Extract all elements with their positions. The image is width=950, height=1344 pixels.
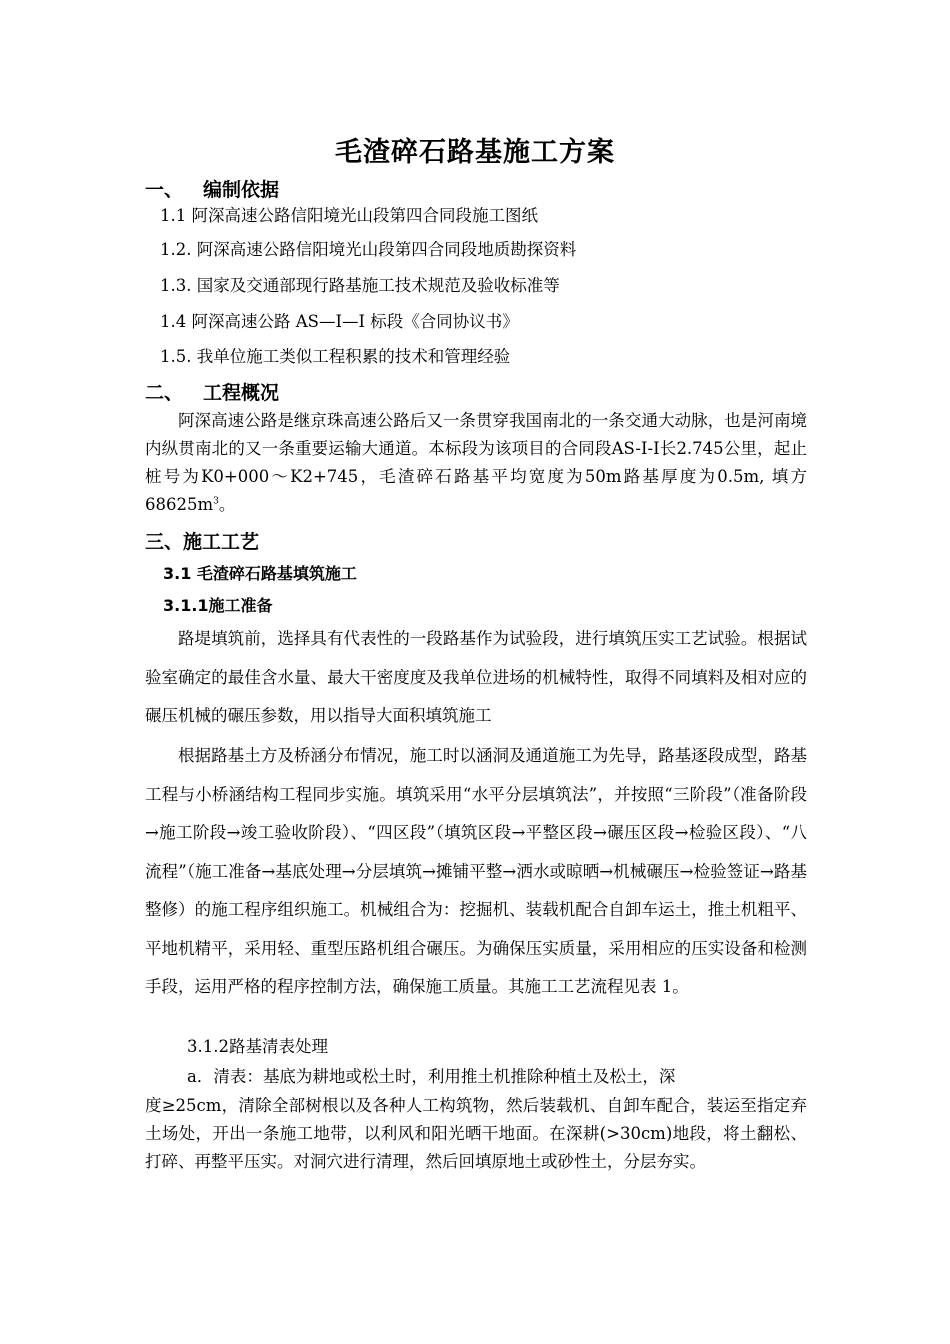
overview-text-end: 。 <box>218 495 236 514</box>
clearing-paragraph-first-line: a．清表：基底为耕地或松土时，利用推土机推除种植土及松土，深 <box>187 1067 676 1086</box>
subsection-heading-3-1: 3.1 毛渣碎石路基填筑施工 <box>163 564 357 583</box>
list-item: 1.5. 我单位施工类似工程积累的技术和管理经验 <box>160 347 511 366</box>
clearing-paragraph: 度≥25cm，清除全部树根以及各种人工构筑物，然后装载机、自卸车配合，装运至指定弃土场处，开出一条施工地带，以利风和阳光晒干地面。在深耕(>30cm)地段，将土翻松、打碎、再整平压实。对洞穴进行清理，然后回填原地土或砂性土，分层夯实。 <box>145 1096 807 1171</box>
superscript-exponent: 3 <box>213 496 219 507</box>
list-item: 1.1 阿深高速公路信阳境光山段第四合同段施工图纸 <box>160 206 538 225</box>
process-paragraph: 根据路基土方及桥涵分布情况，施工时以涵洞及通道施工为先导，路基逐段成型，路基工程与小桥涵结构工程同步实施。填筑采用“水平分层填筑法”，并按照“三阶段”（准备阶段→施工阶段→竣工验收阶段）、“四区段”（填筑区段→平整区段→碾压区段→检验区段）、“八流程”（施工准备→基底处理→分层填筑→摊铺平整→洒水或晾晒→机械碾压→检验签证→路基整修）的施工程序组织施工。机械组合为：挖掘机、装载机配合自卸车运土，推土机粗平、平地机精平，采用轻、重型压路机组合碾压。为确保压实质量，采用相应的压实设备和检测手段，运用严格的程序控制方法，确保施工质量。其施工工艺流程见表 1。 <box>145 746 807 996</box>
prep-paragraph: 路堤填筑前，选择具有代表性的一段路基作为试验段，进行填筑压实工艺试验。根据试验室确定的最佳含水量、最大干密度度及我单位进场的机械特性，取得不同填料及相对应的碾压机械的碾压参数，用以指导大面积填筑施工 <box>145 629 807 725</box>
list-item: 1.3. 国家及交通部现行路基施工技术规范及验收标准等 <box>160 276 560 295</box>
section-number-1: 一、 <box>145 179 184 201</box>
section-heading-3: 三、施工工艺 <box>145 531 260 553</box>
section-heading-2 <box>145 378 279 405</box>
subsection-heading-3-1-2: 3.1.2路基清表处理 <box>187 1037 328 1056</box>
section-number-2: 二、 <box>145 382 184 404</box>
subsection-heading-3-1-1: 3.1.1施工准备 <box>163 596 273 615</box>
document-title: 毛渣碎石路基施工方案 <box>335 137 615 168</box>
section-title-2: 工程概况 <box>203 382 280 404</box>
list-item: 1.4 阿深高速公路 AS—I—I 标段《合同协议书》 <box>160 312 519 331</box>
section-title-1: 编制依据 <box>203 179 280 201</box>
overview-paragraph <box>145 407 807 519</box>
section-heading-1 <box>145 175 279 202</box>
list-item: 1.2. 阿深高速公路信阳境光山段第四合同段地质勘探资料 <box>160 240 577 259</box>
overview-text: 阿深高速公路是继京珠高速公路后又一条贯穿我国南北的一条交通大动脉，也是河南境内纵贯南北的又一条重要运输大通道。本标段为该项目的合同段AS-I-I长2.745公里，起止桩号为K0+000～K2+745，毛渣碎石路基平均宽度为50m路基厚度为0.5m, 填方68625m <box>145 411 807 514</box>
